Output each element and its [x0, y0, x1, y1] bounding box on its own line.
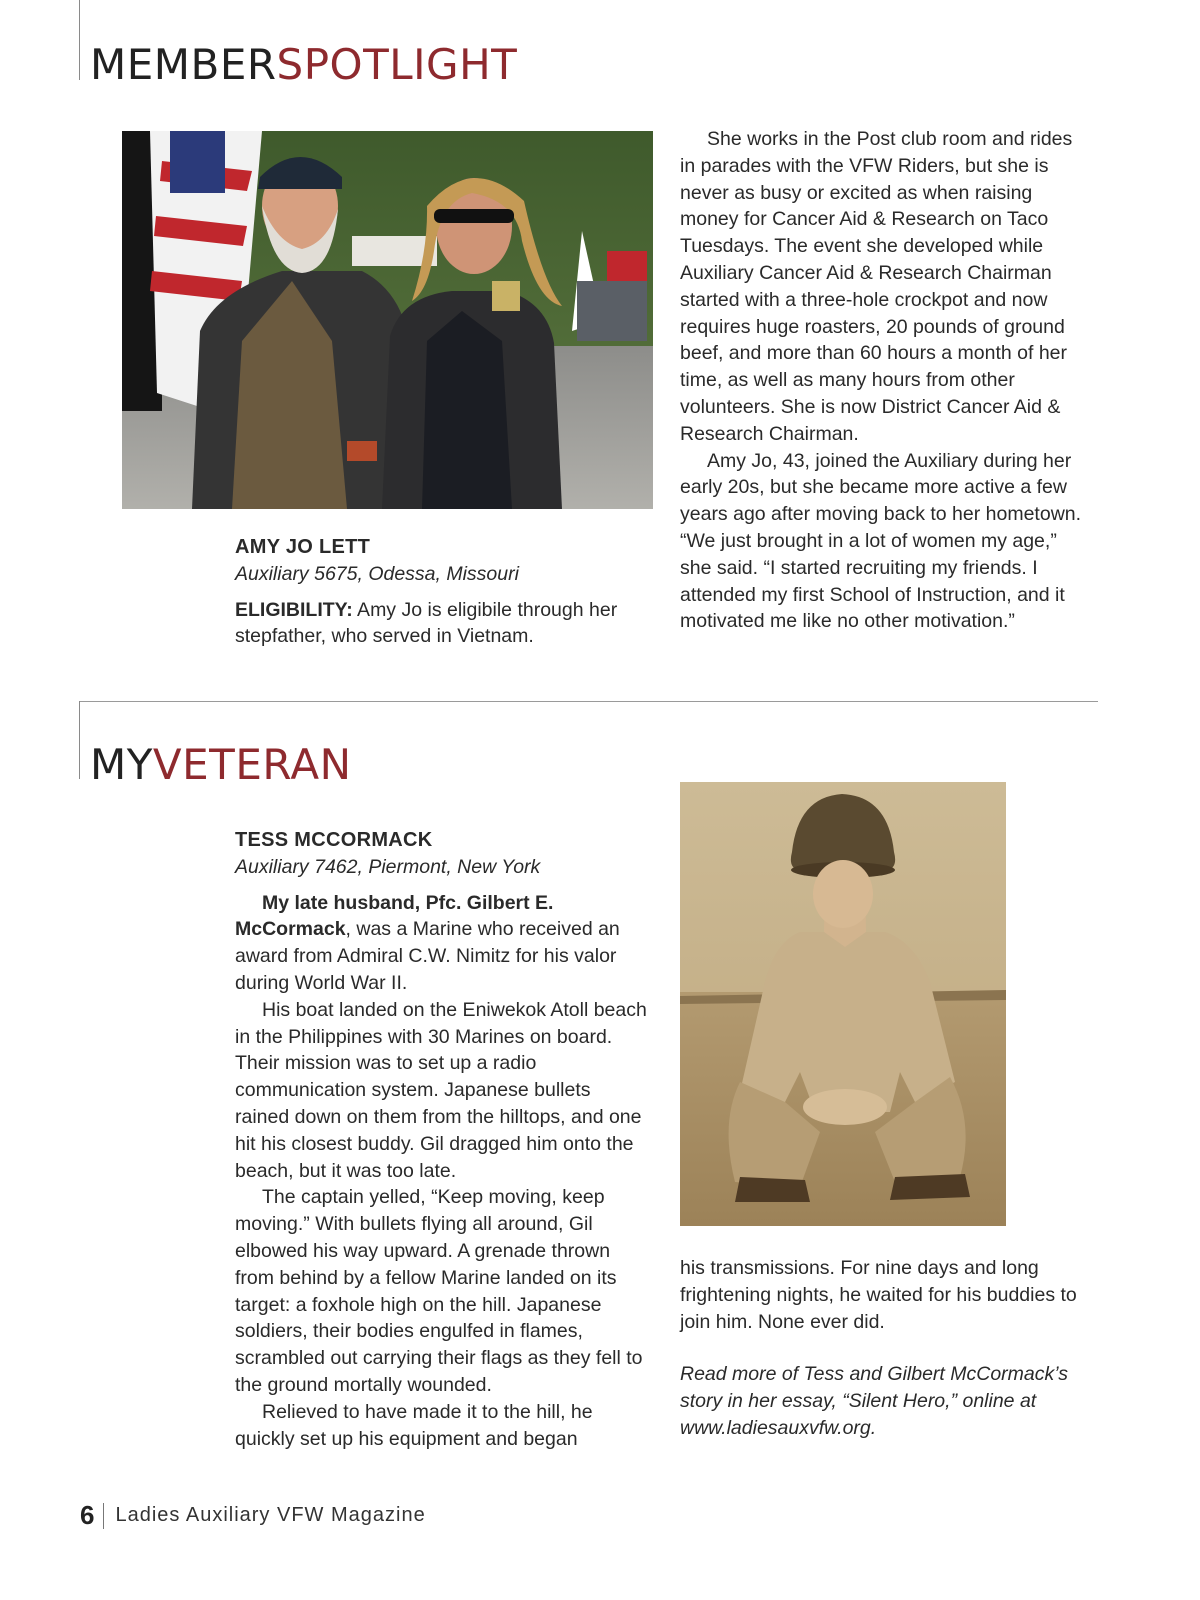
footer-divider	[103, 1503, 104, 1529]
spotlight-caption	[235, 534, 635, 650]
section-rule-vertical	[79, 701, 80, 779]
spotlight-paragraph: Amy Jo, 43, joined the Auxiliary during her early 20s, but she became more active a few years ago after moving back to her hometown. “We just brought in a lot of women my age,” she said. “I started recruiting my friends. I attended my first School of Instruction, and it motivated me like no other motivation.”	[680, 449, 1082, 633]
eligibility-paragraph	[235, 597, 635, 651]
section-rule-vertical	[79, 0, 80, 80]
spotlight-story-column	[680, 126, 1092, 635]
spotlight-paragraph: She works in the Post club room and rides in parades with the VFW Riders, but she is never as busy or excited as when raising money for Cancer Aid & Research on Taco Tuesdays. The event she developed while Auxiliary Cancer Aid & Research Chairman started with a three-hole crockpot and now requires huge roasters, 20 pounds of ground beef, and more than 60 hours a month of her time, as well as many hours from other volunteers. She is now District Cancer Aid & Research Chairman.	[680, 128, 1073, 445]
author-name: TESS MCCORMACK	[235, 829, 433, 851]
lead-bold-text: My late husband, Pfc. Gilbert E. McCormack	[235, 891, 554, 941]
veteran-photo	[680, 782, 1006, 1226]
page-number: 6	[80, 1500, 95, 1530]
member-affiliation: Auxiliary 5675, Odessa, Missouri	[235, 562, 519, 585]
page-footer	[80, 1500, 426, 1531]
veteran-story-column	[235, 827, 647, 1452]
eligibility-label: ELIGIBILITY:	[235, 598, 353, 621]
title-word-spotlight: SPOTLIGHT	[276, 40, 518, 89]
veteran-paragraph: The captain yelled, “Keep moving, keep moving.” With bullets flying all around, Gil elbowed his way upward. A grenade thrown from behind by a fellow Marine landed on its target: a foxhole high on the hill. Japanese soldiers, their bodies engulfed in flames, scrambled out carrying their flags as they fell to the ground mortally wounded.	[235, 1186, 643, 1396]
veteran-continuation-column	[680, 1255, 1092, 1442]
title-word-my: MY	[90, 740, 153, 789]
member-spotlight-title	[90, 40, 518, 89]
read-more-note: Read more of Tess and Gilbert McCormack’s story in her essay, “Silent Hero,” online at www.ladiesauxvfw.org.	[680, 1363, 1068, 1439]
my-veteran-title	[90, 740, 352, 789]
magazine-name: Ladies Auxiliary VFW Magazine	[115, 1504, 426, 1526]
veteran-paragraph: His boat landed on the Eniwekok Atoll beach in the Philippines with 30 Marines on board. Their mission was to set up a radio communication system. Japanese bullets rained down on them from the hilltops, and one hit his closest buddy. Gil dragged him onto the beach, but it was too late.	[235, 998, 647, 1182]
lead-text: , was a Marine who received an award from Admiral C.W. Nimitz for his valor during World War II.	[235, 918, 620, 994]
title-word-member: MEMBER	[90, 40, 277, 89]
section-divider	[79, 701, 1098, 702]
continuation-paragraph: his transmissions. For nine days and long frightening nights, he waited for his buddies to join him. None ever did.	[680, 1257, 1077, 1333]
veteran-lead-paragraph	[235, 890, 647, 997]
veteran-paragraph: Relieved to have made it to the hill, he quickly set up his equipment and began	[235, 1400, 593, 1450]
title-word-veteran: VETERAN	[152, 740, 352, 789]
member-name: AMY JO LETT	[235, 536, 371, 558]
spotlight-photo	[122, 131, 653, 509]
author-affiliation: Auxiliary 7462, Piermont, New York	[235, 855, 541, 878]
eligibility-text: Amy Jo is eligibile through her stepfather, who served in Vietnam.	[235, 598, 618, 648]
